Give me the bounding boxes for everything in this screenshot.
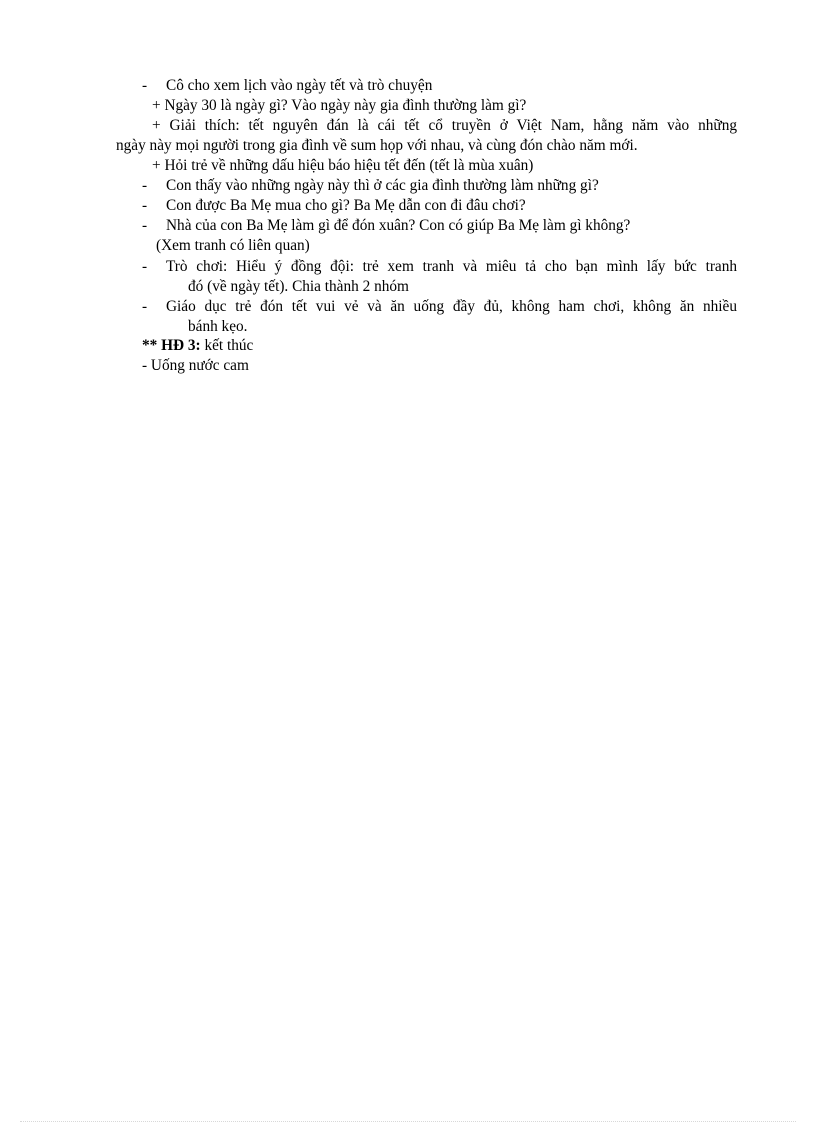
text-line: bánh kẹo. <box>188 318 248 335</box>
list-bullet: - <box>142 258 148 275</box>
section-heading-text: kết thúc <box>200 337 254 354</box>
text-line: + Ngày 30 là ngày gì? Vào ngày này gia đình thường làm gì? <box>152 97 527 114</box>
text-line: Con được Ba Mẹ mua cho gì? Ba Mẹ dẫn con đi đâu chơi? <box>166 197 526 214</box>
text-line: Cô cho xem lịch vào ngày tết và trò chuyện <box>166 77 433 94</box>
text-line: Giáo dục trẻ đón tết vui vẻ và ăn uống đầy đủ, không ham chơi, không ăn nhiều <box>166 298 737 315</box>
section-heading-label: ** HĐ 3: <box>142 337 201 354</box>
list-bullet: - <box>142 177 148 194</box>
text-line: + Giải thích: tết nguyên đán là cái tết cổ truyền ở Việt Nam, hằng năm vào những <box>152 117 737 134</box>
text-line: ngày này mọi người trong gia đình về sum họp với nhau, và cùng đón chào năm mới. <box>116 137 638 154</box>
list-bullet: - <box>142 197 148 214</box>
text-line: (Xem tranh có liên quan) <box>156 237 310 254</box>
text-line: + Hỏi trẻ về những dấu hiệu báo hiệu tết đến (tết là mùa xuân) <box>152 157 534 174</box>
page-bottom-divider <box>20 1121 796 1122</box>
list-bullet: - <box>142 298 148 315</box>
text-line: Trò chơi: Hiểu ý đồng đội: trẻ xem tranh và miêu tả cho bạn mình lấy bức tranh <box>166 258 737 275</box>
text-line: đó (về ngày tết). Chia thành 2 nhóm <box>188 278 409 295</box>
section-heading <box>142 336 253 356</box>
list-bullet: - <box>142 217 148 234</box>
text-line: Con thấy vào những ngày này thì ở các gia đình thường làm những gì? <box>166 177 599 194</box>
list-bullet: - <box>142 77 148 94</box>
text-line: Nhà của con Ba Mẹ làm gì để đón xuân? Con có giúp Ba Mẹ làm gì không? <box>166 217 631 234</box>
text-line: - Uống nước cam <box>142 357 249 374</box>
